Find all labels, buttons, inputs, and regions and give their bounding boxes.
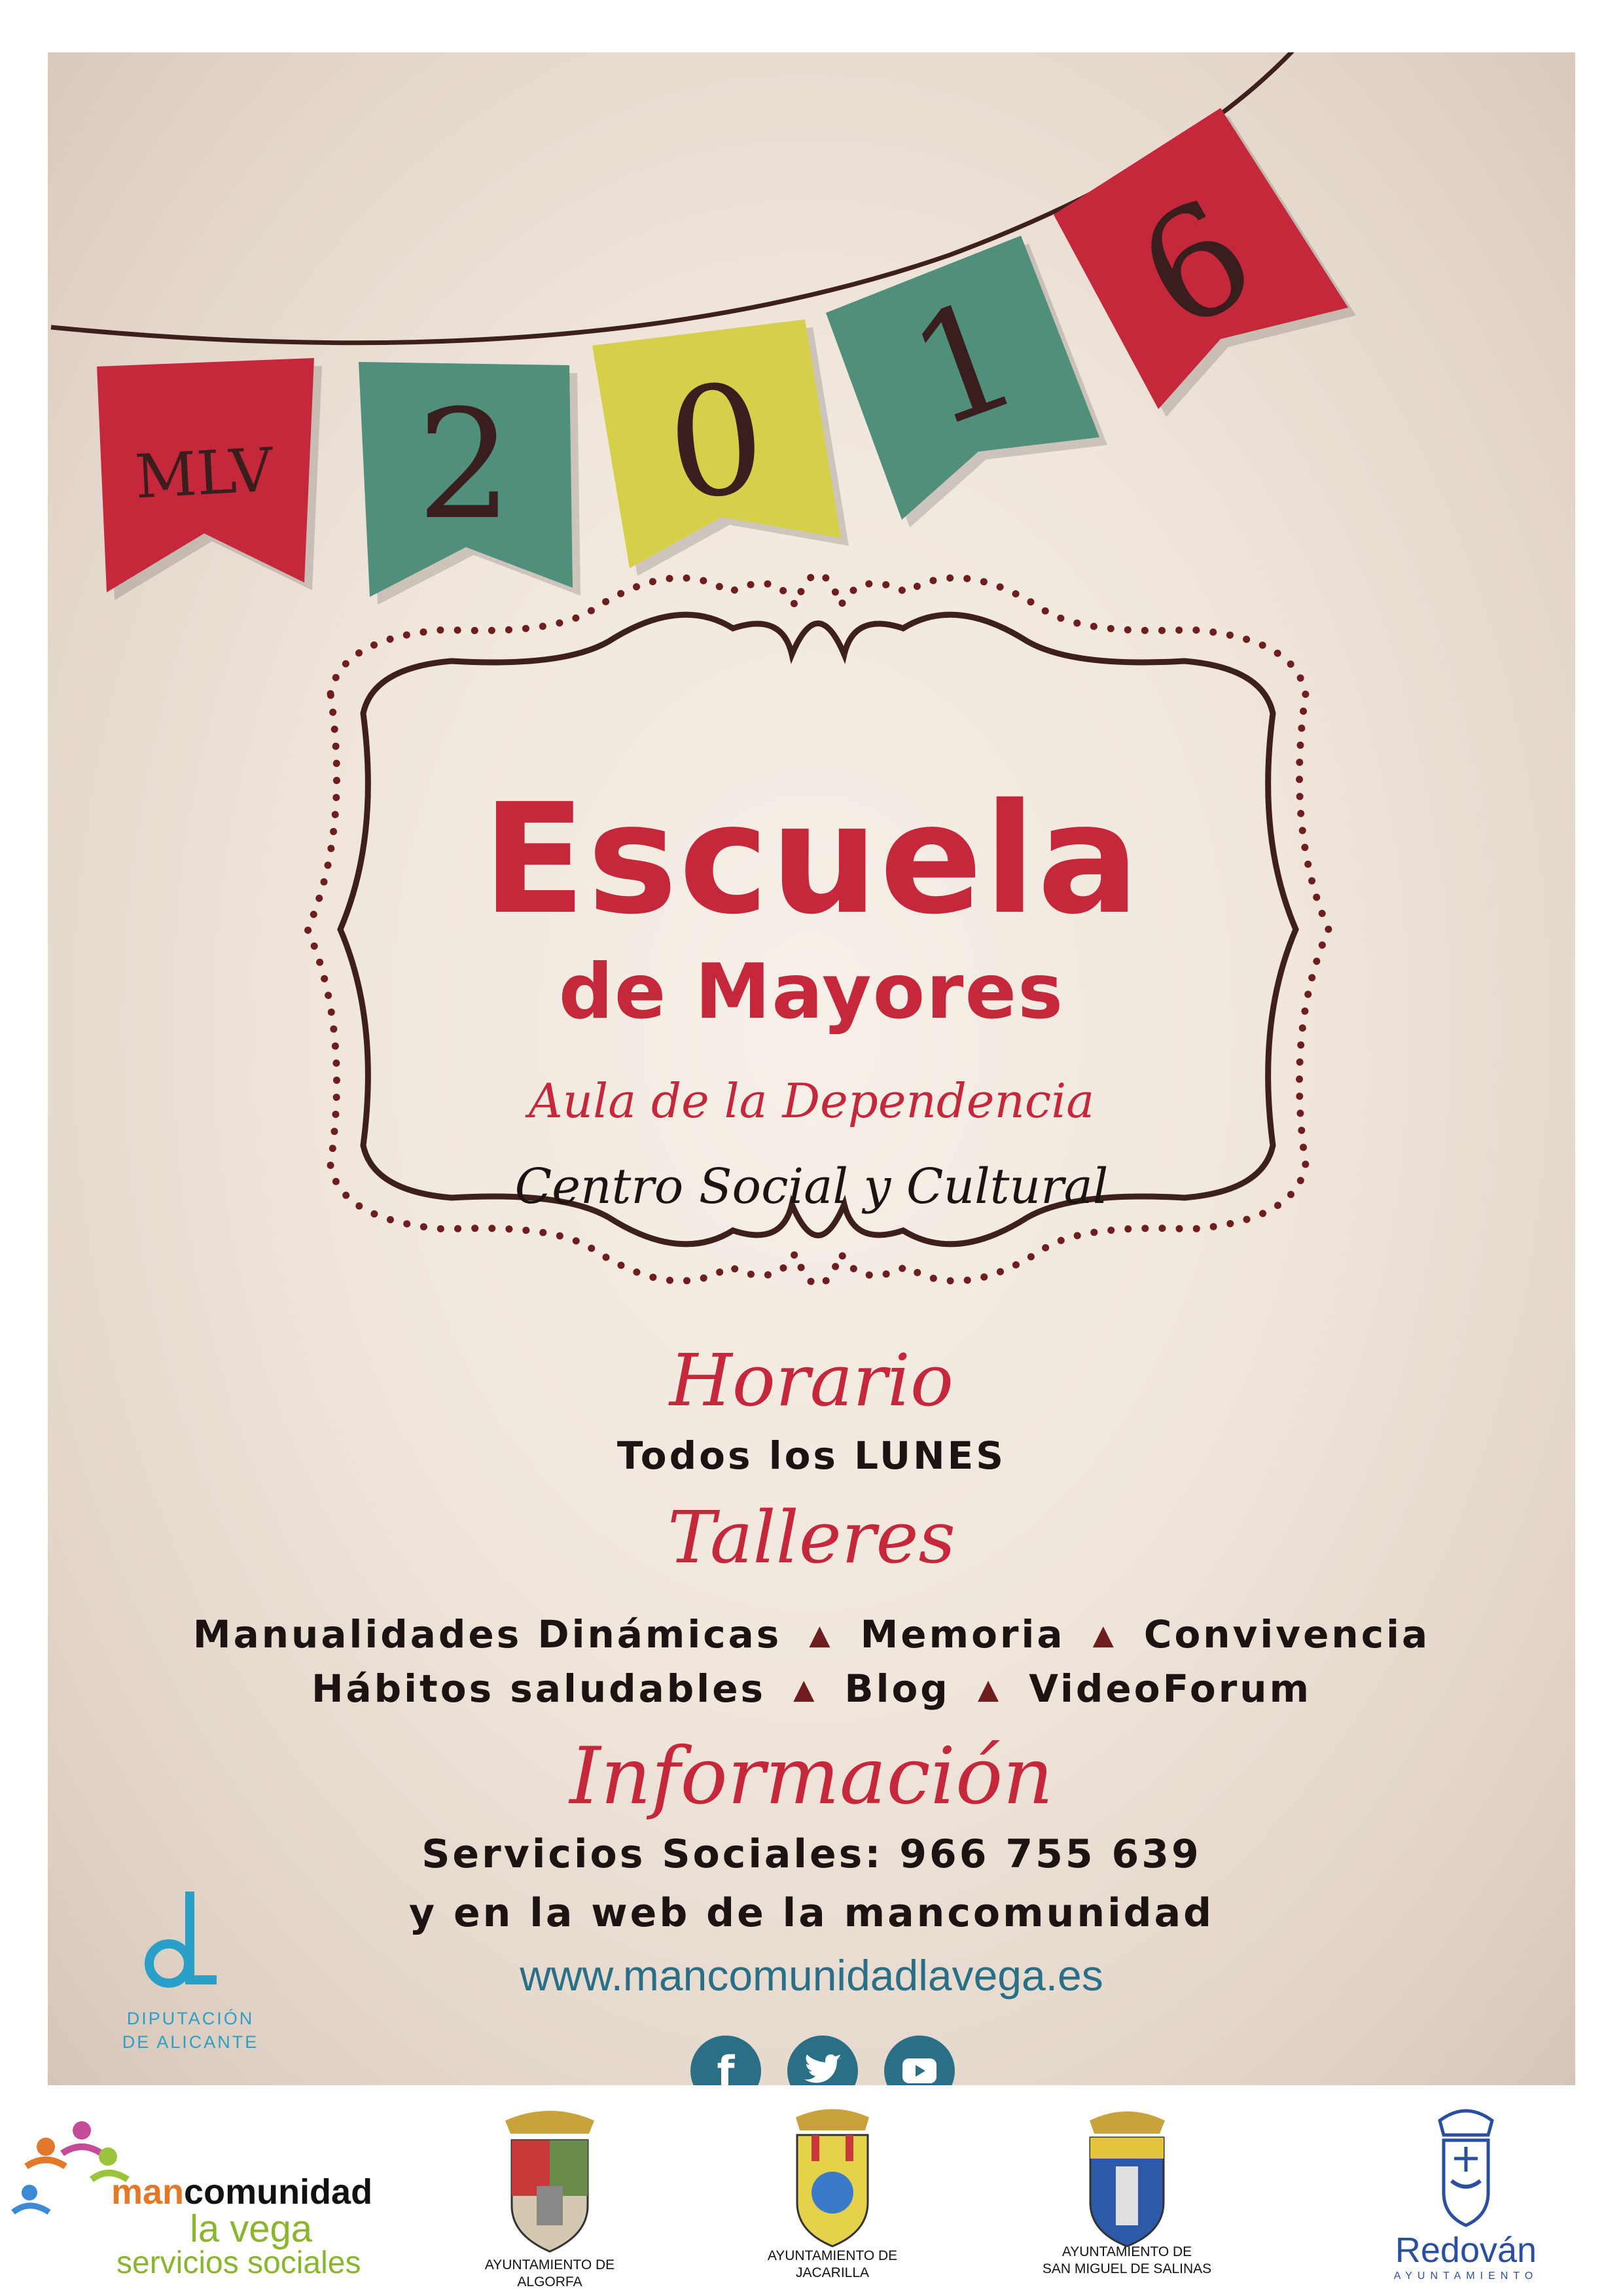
san-miguel-coat-of-arms [1090,2111,1165,2246]
triangle-separator-icon: ▲ [1092,1618,1116,1651]
redovan-line2: AYUNTAMIENTO [1393,2270,1539,2282]
poster-background [48,52,1575,2085]
flag-text-6: 6 [1111,166,1282,365]
san-miguel-caption [1029,2244,1225,2278]
mancomunidad-wordmark [111,2172,372,2212]
youtube-play-glyph [901,2057,938,2085]
bunting-flag-6 [1054,108,1356,417]
informacion-phone: Servicios Sociales: 966 755 639 [421,1831,1202,1877]
flag-text-0: 0 [659,351,774,535]
diputacion-line1: DIPUTACIÓN [126,2009,255,2028]
talleres-row-1 [48,1612,1575,1657]
redovan-coat-of-arms [1440,2111,1492,2225]
algorfa-coat-of-arms [505,2111,594,2251]
mancomunidad-la-vega: la vega [190,2208,313,2250]
taller-videoforum: VideoForum [1029,1666,1312,1711]
flag-text-1: 1 [889,266,1040,463]
title-escuela: Escuela [482,771,1141,948]
mancomunidad-word-b: comunidad [184,2172,373,2212]
taller-blog: Blog [844,1666,950,1711]
redovan-line1: Redován [1395,2231,1537,2270]
triangle-separator-icon: ▲ [793,1672,817,1705]
taller-convivencia: Convivencia [1143,1612,1431,1657]
bunting-flag-mlv [97,358,322,600]
taller-habitos: Hábitos saludables [311,1666,766,1711]
heading-informacion: Información [569,1731,1054,1822]
taller-memoria: Memoria [860,1612,1065,1657]
bunting-flag-2 [359,362,580,605]
subtitle-aula: Aula de la Dependencia [528,1073,1095,1128]
diputacion-line2: DE ALICANTE [122,2032,259,2052]
diputacion-caption [105,2007,276,2054]
jacarilla-line1: AYUNTAMIENTO DE [767,2248,898,2263]
flag-text-mlv: MLV [133,435,275,512]
algorfa-line1: AYUNTAMIENTO DE [484,2257,615,2272]
algorfa-caption [452,2257,648,2291]
triangle-separator-icon: ▲ [977,1672,1002,1705]
heading-horario: Horario [669,1338,954,1422]
jacarilla-line2: JACARILLA [795,2265,870,2280]
informacion-web-line: y en la web de la mancomunidad [408,1890,1215,1936]
horario-text: Todos los LUNES [616,1433,1007,1478]
facebook-icon[interactable]: f [690,2036,761,2085]
mancomunidad-logo [13,2121,128,2212]
san-miguel-line1: AYUNTAMIENTO DE [1061,2244,1192,2259]
mancomunidad-word-a: man [111,2172,185,2212]
talleres-row-2 [48,1666,1575,1711]
title-de-mayores: de Mayores [558,948,1065,1036]
website-link[interactable]: www.mancomunidadlavega.es [520,1951,1103,2000]
bunting-flag-0 [592,319,849,576]
heading-talleres: Talleres [668,1496,955,1579]
algorfa-line2: ALGORFA [517,2274,582,2289]
flag-text-2: 2 [416,378,513,553]
san-miguel-line2: SAN MIGUEL DE SALINAS [1042,2261,1212,2276]
taller-manualidades: Manualidades Dinámicas [192,1612,782,1657]
redovan-caption [1387,2231,1544,2283]
jacarilla-caption [734,2248,931,2282]
subtitle-centro: Centro Social y Cultural [514,1158,1109,1215]
twitter-bird-glyph [802,2054,843,2085]
mancomunidad-servicios: servicios sociales [116,2246,361,2280]
jacarilla-coat-of-arms [796,2109,869,2247]
triangle-separator-icon: ▲ [809,1618,833,1651]
